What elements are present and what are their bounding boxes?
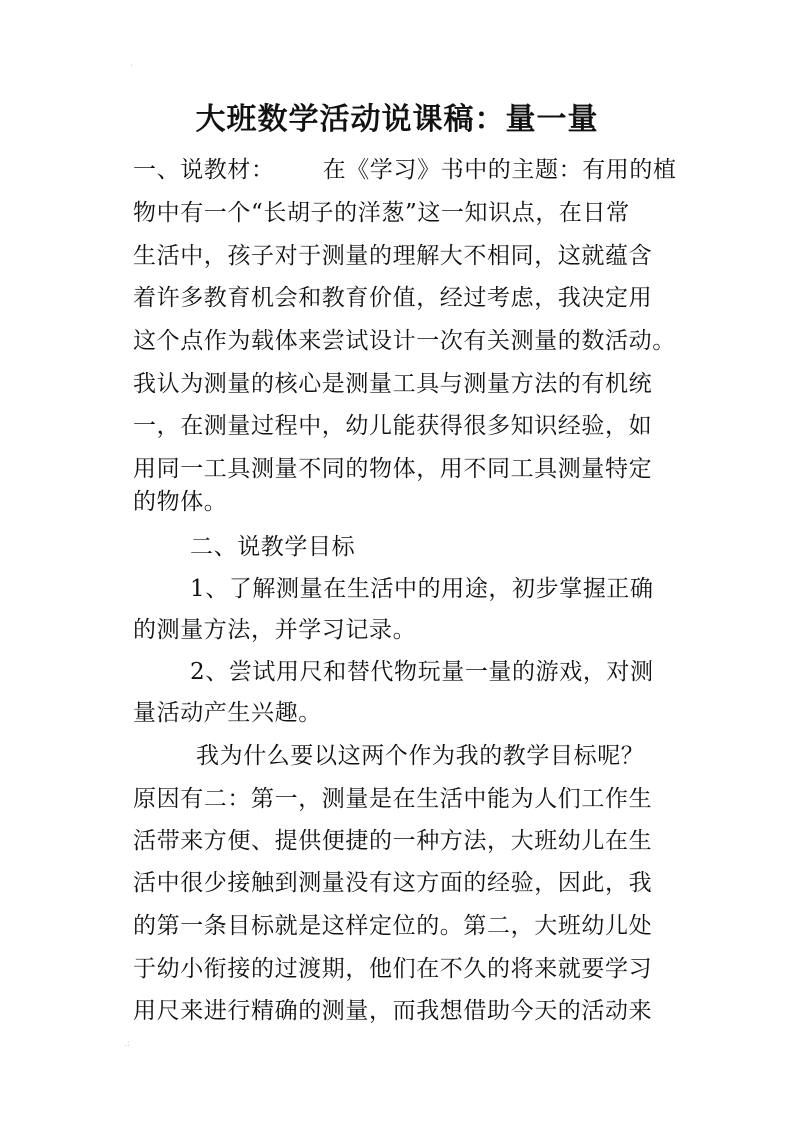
paragraph-line: 我认为测量的核心是测量工具与测量方法的有机统 — [133, 371, 653, 397]
paragraph-line: 一，在测量过程中，幼儿能获得很多知识经验，如 — [133, 413, 653, 439]
goal-1-line: 1、了解测量在生活中的用途，初步掌握正确 — [190, 576, 654, 602]
reason-line: 活中很少接触到测量没有这方面的经验，因此，我 — [133, 870, 653, 896]
reason-line: 活带来方便、提供便捷的一种方法，大班幼儿在生 — [133, 828, 653, 854]
section2-heading: 二、说教学目标 — [190, 534, 356, 560]
reason-line: 于幼小衔接的过渡期，他们在不久的将来就要学习 — [133, 956, 653, 982]
goal-2-line: 2、尝试用尺和替代物玩量一量的游戏，对测 — [190, 659, 654, 685]
goal-2-line: 量活动产生兴趣。 — [133, 700, 322, 726]
reason-line: 的第一条目标就是这样定位的。第二，大班幼儿处 — [133, 913, 653, 939]
reason-line: 我为什么要以这两个作为我的教学目标呢？ — [196, 743, 645, 769]
scan-speck: .: — [124, 1039, 130, 1049]
section1-first-line — [133, 150, 677, 190]
paragraph-line: 着许多教育机会和教育价值，经过考虑，我决定用 — [133, 285, 653, 311]
document-title: 大班数学活动说课稿：量一量 — [195, 102, 599, 137]
section1-heading: 一、说教材： — [133, 157, 275, 183]
paragraph-line: 的物体。 — [133, 489, 228, 515]
reason-line: 用尺来进行精确的测量，而我想借助今天的活动来 — [133, 998, 653, 1024]
paragraph-line: 用同一工具测量不同的物体，用不同工具测量特定 — [133, 456, 653, 482]
paragraph-line: 物中有一个“长胡子的洋葱”这一知识点，在日常 — [133, 200, 630, 226]
scan-speck: · — [130, 61, 133, 71]
paragraph-line: 这个点作为载体来尝试设计一次有关测量的数活动。 — [133, 328, 676, 354]
reason-line: 原因有二：第一，测量是在生活中能为人们工作生 — [133, 786, 653, 812]
paragraph-line: 生活中，孩子对于测量的理解大不相同，这就蕴含 — [133, 243, 653, 269]
paragraph-line: 在《学习》书中的主题：有用的植 — [322, 157, 677, 183]
goal-1-line: 的测量方法，并学习记录。 — [133, 617, 417, 643]
